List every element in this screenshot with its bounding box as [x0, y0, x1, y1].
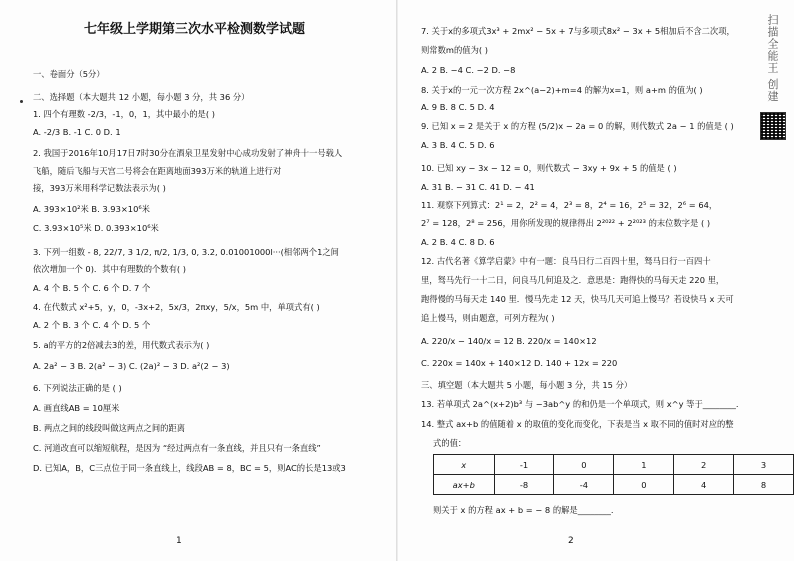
left-line-11: A. 4 个 B. 5 个 C. 6 个 D. 7 个	[33, 283, 151, 293]
left-line-20: D. 已知A，B，C三点位于同一条直线上，线段AB = 8，BC = 5，则AC的长是13或3	[33, 463, 346, 473]
left-line-14: 5. a的平方的2倍减去3的差，用代数式表示为( )	[33, 340, 210, 350]
right-line-15: 追上慢马，则由题意，可列方程为( )	[421, 313, 555, 323]
right-line-5: 9. 已知 x = 2 是关于 x 的方程 (5/2)x − 2a = 0 的解，则代数式 2a − 1 的值是 ( )	[421, 121, 734, 131]
right-line-10: 2⁷ = 128，2⁸ = 256，用你所发现的规律得出 2²⁰²² + 2²⁰²³ 的末位数字是 ( )	[421, 218, 711, 228]
left-line-19: C. 河道改直可以缩短航程，是因为 “经过两点有一条直线，并且只有一条直线”	[33, 443, 321, 453]
left-line-17: A. 画直线AB = 10厘米	[33, 403, 120, 413]
right-line-8: A. 31 B. − 31 C. 41 D. − 41	[421, 182, 535, 192]
table-cell: 0	[614, 475, 674, 495]
right-line-21: 式的值：	[433, 438, 467, 448]
right-line-11: A. 2 B. 4 C. 8 D. 6	[421, 237, 495, 247]
page-number-2: 2	[568, 536, 574, 546]
qr-code-icon	[760, 112, 786, 140]
left-line-1: 二、选择题（本大题共 12 小题，每小题 3 分，共 36 分）	[33, 92, 250, 102]
exam-title: 七年级上学期第三次水平检测数学试题	[84, 22, 306, 37]
right-line-19: 13. 若单项式 2a^(x+2)b³ 与 −3ab^y 的和仍是一个单项式，则 x^y 等于________.	[421, 399, 739, 409]
right-line-9: 11. 观察下列算式：2¹ = 2，2² = 4，2³ = 8，2⁴ = 16，2⁵ = 32，2⁶ = 64，	[421, 200, 718, 210]
left-line-8: C. 3.93×10⁵米 D. 0.393×10⁶米	[33, 223, 159, 233]
right-line-6: A. 3 B. 4 C. 5 D. 6	[421, 140, 495, 150]
table-cell: 0	[554, 455, 614, 475]
table-cell: 8	[734, 475, 794, 495]
right-line-20: 14. 整式 ax+b 的值随着 x 的取值的变化而变化，下表是当 x 取不同的值时对应的整	[421, 419, 734, 429]
table-cell: -8	[494, 475, 554, 495]
right-line-4: A. 9 B. 8 C. 5 D. 4	[421, 102, 495, 112]
scanner-watermark: 扫描全能王 创建	[766, 14, 779, 103]
right-line-14: 跑得慢的马每天走 140 里．慢马先走 12 天，快马几天可追上慢马？若设快马 x 天可	[421, 294, 734, 304]
page-fold	[396, 0, 398, 561]
right-line-2: A. 2 B. −4 C. −2 D. −8	[421, 65, 516, 75]
left-line-5: 飞船，随后飞船与天宫二号将会在距离地面393万米的轨道上进行对	[33, 166, 282, 176]
left-line-12: 4. 在代数式 x²+5，y，0，-3x+2，5x/3，2πxy，5/x，5m 中，单项式有( )	[33, 302, 320, 312]
left-line-10: 依次增加一个 0)．其中有理数的个数有( )	[33, 264, 187, 274]
left-line-6: 接，393万米用科学记数法表示为( )	[33, 183, 166, 193]
right-line-22: 则关于 x 的方程 ax + b = − 8 的解是________.	[433, 505, 614, 515]
table-cell: 1	[614, 455, 674, 475]
table-cell: -1	[494, 455, 554, 475]
right-line-1: 则常数m的值为( )	[421, 45, 488, 55]
margin-dot	[20, 100, 23, 103]
right-line-13: 里，驽马先行一十二日，问良马几何追及之．意思是：跑得快的马每天走 220 里，	[421, 275, 725, 285]
value-table	[433, 454, 794, 495]
table-cell: 4	[674, 475, 734, 495]
table-row	[434, 455, 794, 475]
right-line-3: 8. 关于x的一元一次方程 2x^(a−2)+m=4 的解为x=1，则 a+m 的值为( )	[421, 85, 703, 95]
left-line-0: 一、卷面分（5分）	[33, 69, 105, 79]
left-line-9: 3. 下列一组数 - 8, 22/7, 3 1/2, π/2, 1/3, 0, 3.2, 0.01001000l···(相邻两个1之间	[33, 247, 339, 257]
left-line-16: 6. 下列说法正确的是 ( )	[33, 383, 122, 393]
page-number-1: 1	[176, 536, 182, 546]
table-cell: 3	[734, 455, 794, 475]
right-line-0: 7. 关于x的多项式3x³ + 2mx² − 5x + 7与多项式8x² − 3x + 5相加后不含二次项，	[421, 26, 735, 36]
left-line-13: A. 2 个 B. 3 个 C. 4 个 D. 5 个	[33, 320, 151, 330]
right-line-12: 12. 古代名著《算学启蒙》中有一题：良马日行二百四十里，驽马日行一百四十	[421, 256, 711, 266]
right-line-16: A. 220/x − 140/x = 12 B. 220/x = 140×12	[421, 336, 597, 346]
right-line-7: 10. 已知 xy − 3x − 12 = 0，则代数式 − 3xy + 9x + 5 的值是 ( )	[421, 163, 677, 173]
left-line-3: A. -2/3 B. -1 C. 0 D. 1	[33, 127, 121, 137]
left-line-4: 2. 我国于2016年10月17日7时30分在酒泉卫星发射中心成功发射了神舟十一号载人	[33, 148, 343, 158]
left-line-18: B. 两点之间的线段叫做这两点之间的距离	[33, 423, 186, 433]
left-line-2: 1. 四个有理数 -2/3，-1，0，1，其中最小的是( )	[33, 109, 215, 119]
table-cell: ax+b	[434, 475, 495, 495]
table-cell: x	[434, 455, 495, 475]
table-cell: -4	[554, 475, 614, 495]
table-row	[434, 475, 794, 495]
table-cell: 2	[674, 455, 734, 475]
right-line-18: 三、填空题（本大题共 5 小题，每小题 3 分，共 15 分）	[421, 380, 633, 390]
right-line-17: C. 220x = 140x + 140×12 D. 140 + 12x = 220	[421, 358, 618, 368]
left-line-15: A. 2a² − 3 B. 2(a² − 3) C. (2a)² − 3 D. a²(2 − 3)	[33, 361, 230, 371]
left-line-7: A. 393×10²米 B. 3.93×10⁶米	[33, 204, 150, 214]
